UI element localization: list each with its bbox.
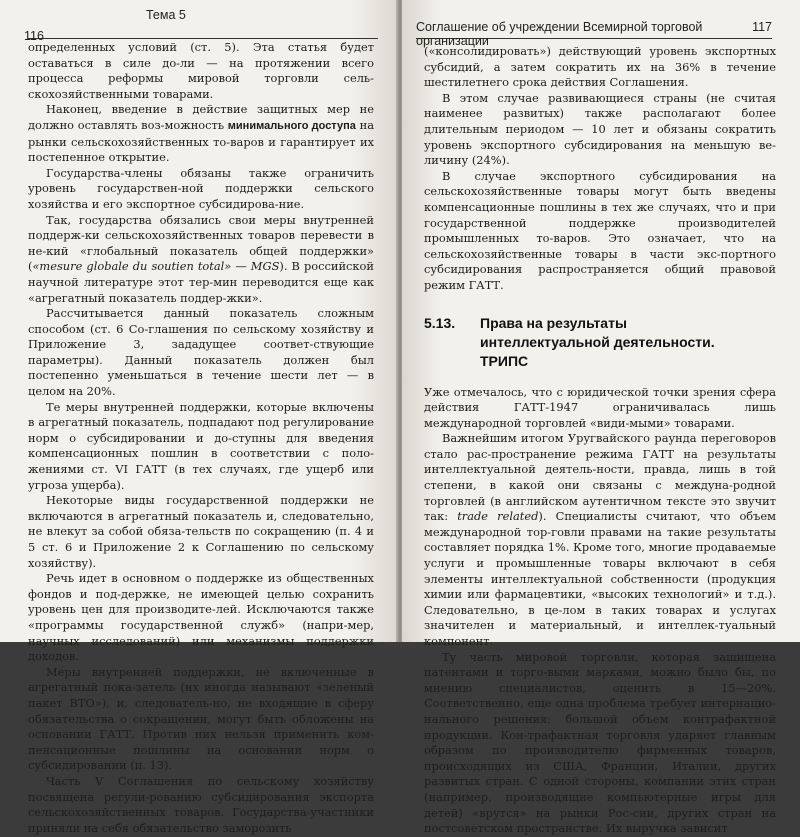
- paragraph: Часть V Соглашения по сельскому хозяйству посвящена регули-рованию субсидирования экспорта сельскохозяйственных товаров. Государства-участники приняли на себя обязательство заморозить: [28, 773, 374, 835]
- paragraph: Речь идет в основном о поддержке из общественных фондов и под-держке, не имеющей целью сохранить уровень цен для производите-лей. Исключаются также «программы государственной служб» (напри-мер, научных исследований) или механизмы поддержки доходов.: [28, 571, 374, 664]
- paragraph: [28, 102, 374, 165]
- paragraph: Некоторые виды государственной поддержки не включаются в агрегатный показатель и, следовательно, не влекут за собой обяза-тельств по сокращению (п. 4 и 5 ст. 6 и Приложение 2 к Соглашению по сельскому хозяйству).: [28, 493, 374, 570]
- text-run: Наконец, введение в действие защитных мер не должно оставлять воз-можность: [28, 102, 374, 132]
- right-running-title: Соглашение об учреждении Всемирной торговой организации: [416, 20, 703, 48]
- section-title-line: Права на результаты: [480, 314, 627, 331]
- left-running-title: Тема 5: [146, 8, 186, 22]
- right-page: [402, 0, 800, 836]
- paragraph: В случае экспортного субсидирования на сельскохозяйственные товары могут быть введены компенсационные пошлины в тех же случаях, что и при государственной поддержке производителей промышленных то-варов. Это означает, что на сельскохозяйственные товары в части экс-портного субсидирования распространяется общий правовой режим ГАТТ.: [424, 168, 776, 292]
- left-page-body: [28, 40, 374, 836]
- italic-term: «mesure globale du soutien total» — MGS: [32, 259, 280, 274]
- paragraph: Рассчитывается данный показатель сложным способом (ст. 6 Со-глашения по сельскому хозяйству и Приложение 3, зададущее соответ-ствующие параметры). Данный показатель должен был постепенно уменьшаться в течение шести лет — в целом на 20%.: [28, 306, 374, 399]
- section-title: [480, 314, 776, 371]
- italic-term: trade related: [457, 509, 539, 524]
- section-heading: [424, 314, 776, 371]
- paragraph: Те меры внутренней поддержки, которые включены в агрегатный показатель, подпадают под регулирование норм о субсидировании и до-ступны для введения компенсационных пошлин в соответствии с поло-жениями ст. VI ГАТТ (в тех случаях, где ущерб или угроза ущерба).: [28, 399, 374, 492]
- paragraph: Ту часть мировой торговли, которая защищена патентами и торго-выми марками, можно было бы, по мнению специалистов, оценить в 15—20%. Соответственно, еще одна проблема требует интернацио-нального решения: большой объем контрафактной продукции. Кон-трафактная торговля ударяет главным образом по производителю фирменных товаров, происходящих из США, Франции, Италии, других развитых стран. С одной стороны, компании этих стран (например, производящие компьютерные игры для детей) «врутся» на рынки Рос-сии, других стран на постсоветском пространстве. Их выручка зависит: [424, 649, 776, 836]
- text-run: Важнейшим итогом Уругвайского раунда переговоров стало рас-пространение режима ГАТТ на результаты интеллектуальной деятель-ности, правда, лишь в той степени, в какой они связаны с междуна-родной торговлей (в английском аутентичном тексте это звучит так:: [424, 431, 776, 524]
- paragraph: [424, 431, 776, 649]
- left-page-header: [24, 8, 378, 43]
- paragraph: Уже отмечалось, что с юридической точки зрения сфера действия ГАТТ-1947 ограничивалась лишь международной торговлей «види-мыми» товарами.: [424, 384, 776, 430]
- section-number: 5.13.: [424, 314, 456, 331]
- text-run: Так, государства обязались свои меры внутренней поддерж-ки сельскохозяйственных товаров перевести в не-кий «глобальный показатель общей поддержки» (: [28, 212, 374, 274]
- text-run: на рынки сельскохозяйственных то-варов и гарантирует их постепенное открытие.: [28, 117, 374, 165]
- right-page-header: [416, 16, 772, 48]
- paragraph: («консолидировать») действующий уровень экспортных субсидий, а затем сократить их на 36% в течение шестилетнего срока действия Соглашения.: [424, 44, 776, 90]
- paragraph: В этом случае развивающиеся страны (не считая наименее развитых) также располагают более длительным периодом — 10 лет и обязаны сократить уровень экспортного субсидирования на меньшую ве-личину (24%).: [424, 90, 776, 168]
- section-title-line: интеллектуальной деятельности.: [480, 333, 715, 350]
- right-page-body: [424, 44, 776, 837]
- paragraph: [28, 213, 374, 307]
- left-page-number: 116: [24, 29, 44, 43]
- paragraph: Государства-члены обязаны также ограничить уровень государствен-ной поддержки сельского хозяйства и его экспортное субсидирова-ние.: [28, 165, 374, 211]
- paragraph: Меры внутренней поддержки, не включенные в агрегатный пока-затель (их иногда называют «зеленый пакет ВТО»), и, следователь-но, не входящие в сферу обязательства о сокращении, могут быть обложены на основании ГАТТ. Против них нельзя применить ком-пенсационные пошлины на основании норм о субсидировании (п. 13).: [28, 664, 374, 773]
- text-run: ). В российской научной литературе этот тер-мин переводится еще как «агрегатный показатель поддер-жки».: [28, 259, 374, 305]
- paragraph: определенных условий (ст. 5). Эта статья будет оставаться в силе до-ли — на протяжении всего процесса реформы мировой торговли сель-скохозяйственными товарами.: [28, 40, 374, 101]
- text-run: ). Специалисты считают, что объем международной тор-говли правами на такие результаты составляет порядка 1%. Кроме того, многие продаваемые услуги и промышленные товары включают в себя элементы интеллектуальной собственности (продукция химии или фармацевтики, «высоких технологий» и т.д.). Следовательно, в це-лом в таких товарах и услугах значителен и материальный, и интеллек-туальный компонент.: [424, 509, 777, 648]
- right-page-number: 117: [752, 20, 772, 34]
- bold-term: минимального доступа: [227, 119, 356, 132]
- left-page: [0, 0, 398, 835]
- section-title-line: ТРИПС: [480, 352, 529, 369]
